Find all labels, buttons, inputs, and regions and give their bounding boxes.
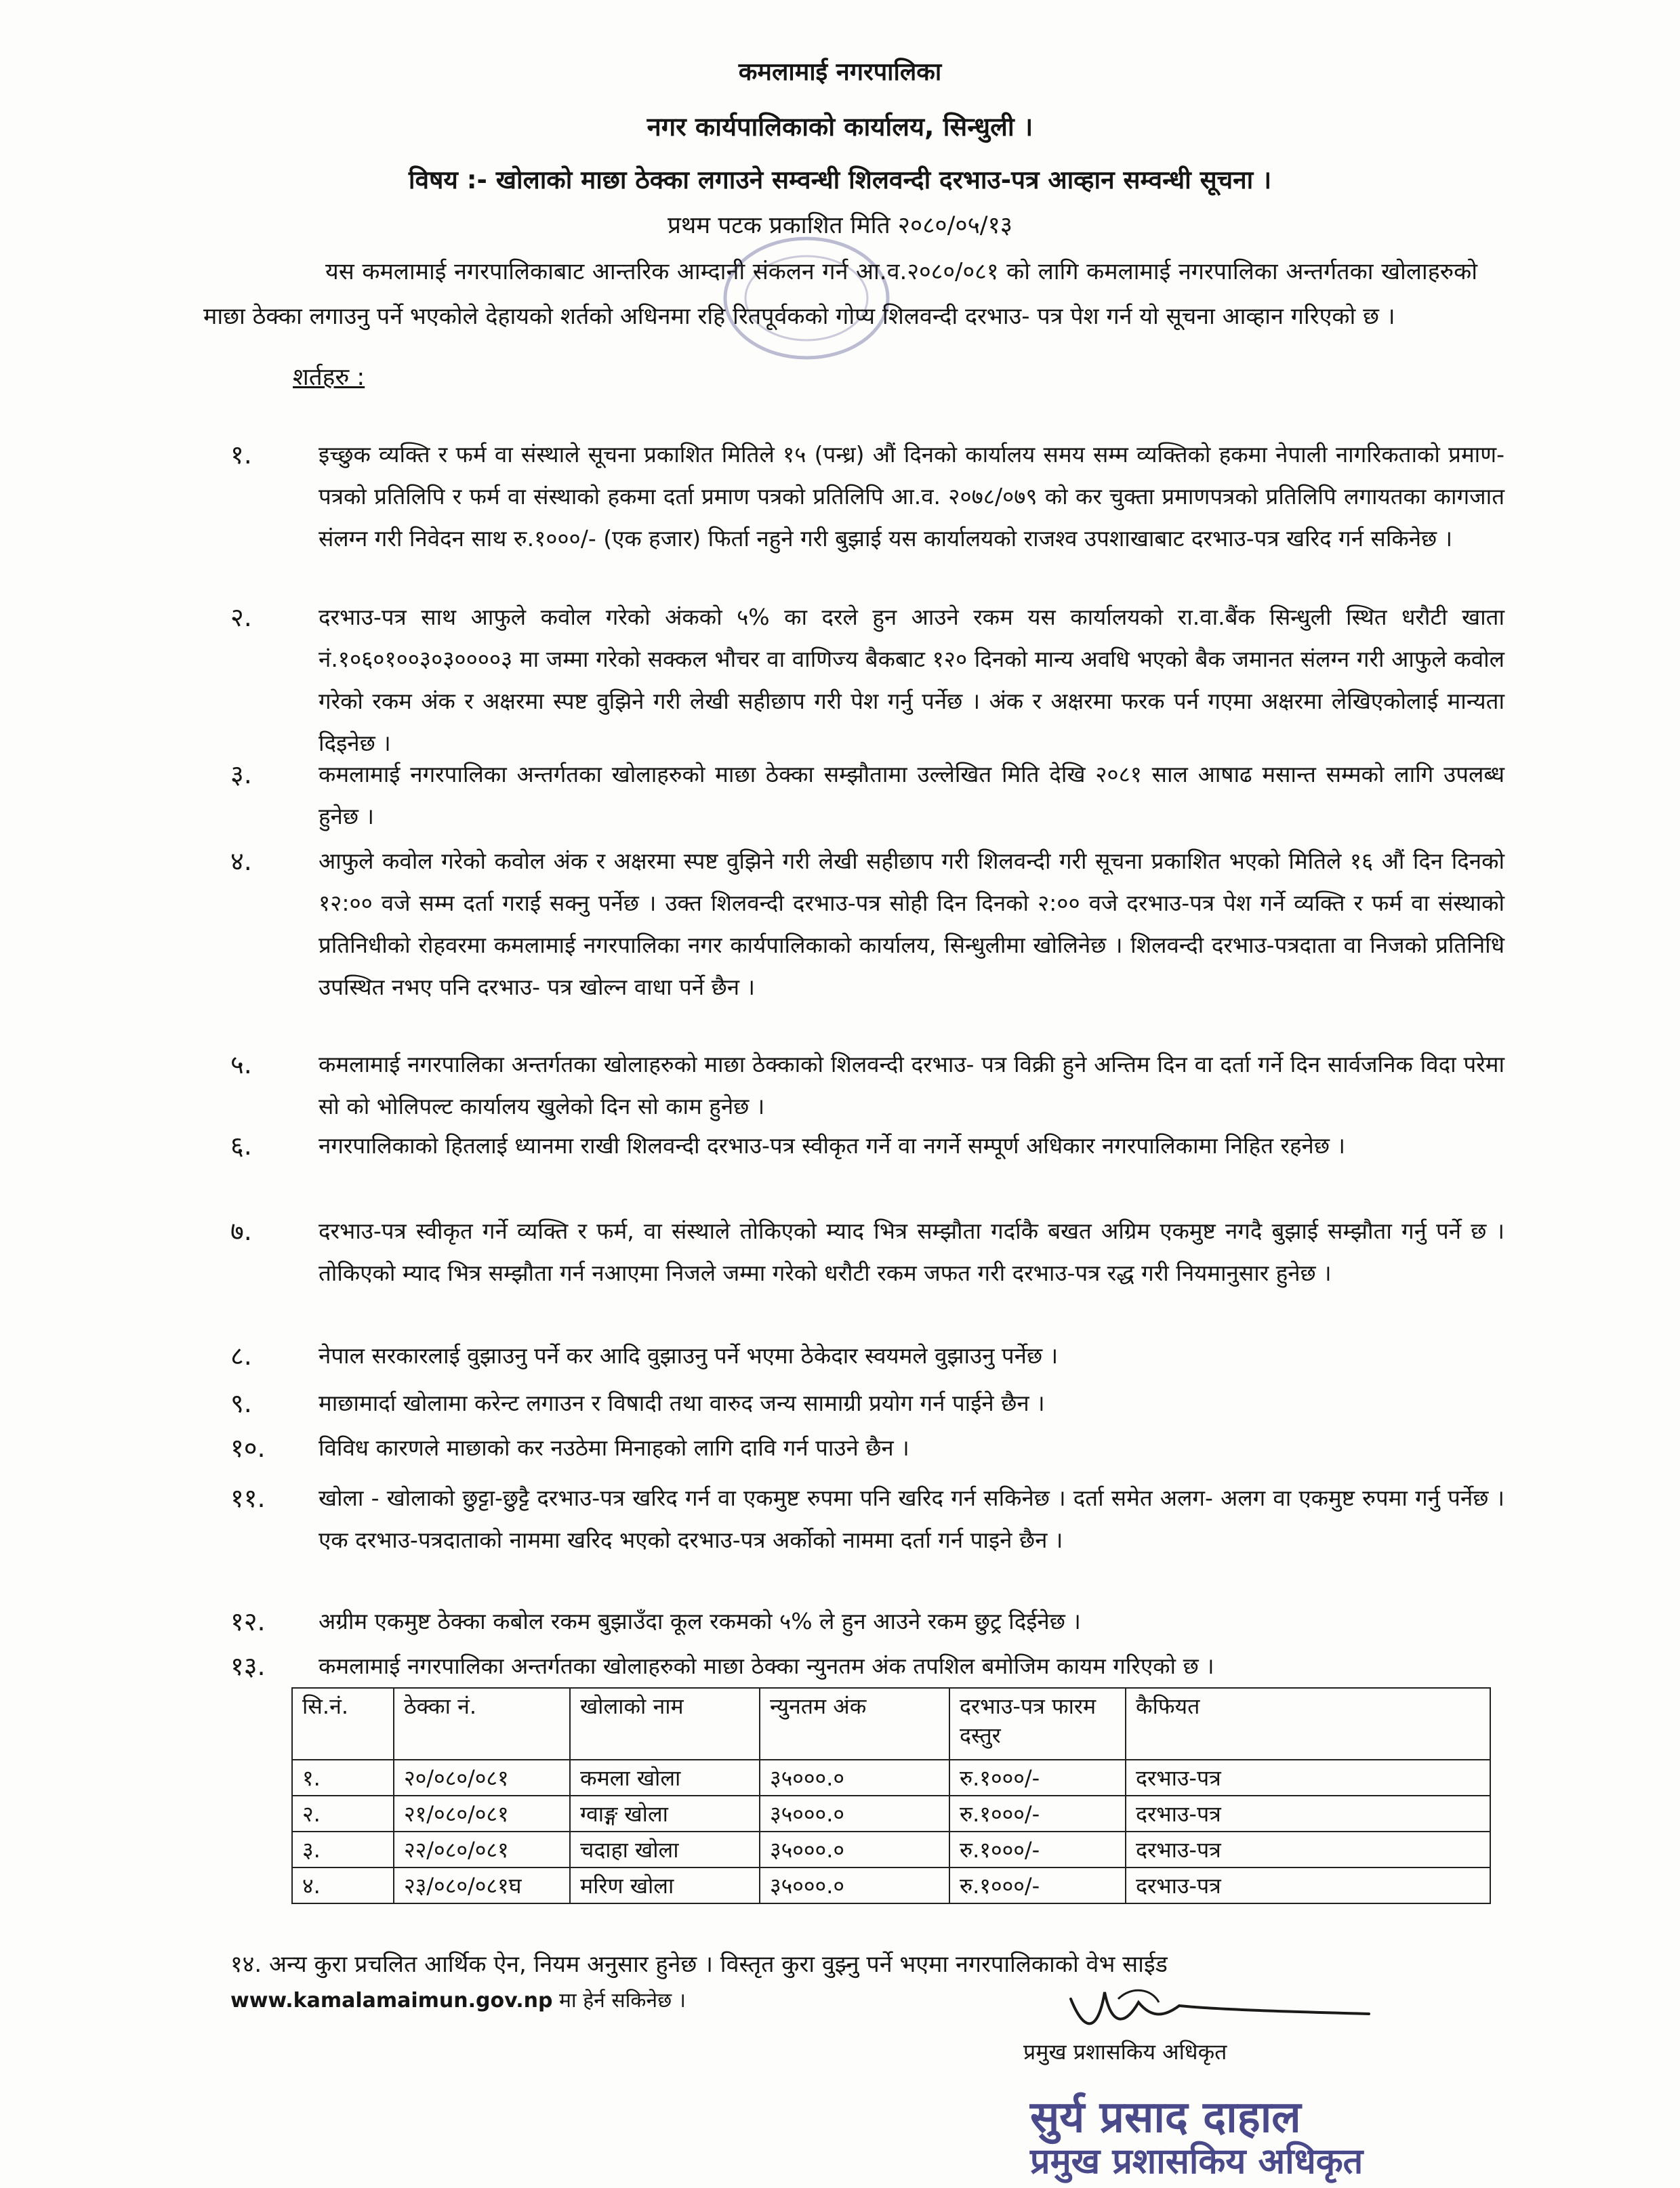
condition-number: ९. xyxy=(230,1388,252,1418)
table-header-cell: ठेक्का नं. xyxy=(394,1688,570,1760)
table-cell: दरभाउ-पत्र xyxy=(1126,1867,1490,1903)
signer-title: प्रमुख प्रशासकिय अधिकृत xyxy=(1023,2039,1227,2065)
table-row xyxy=(292,1832,1490,1867)
condition-text: कमलामाई नगरपालिका अन्तर्गतका खोलाहरुको माछा ठेक्का सम्झौतामा उल्लेखित मिति देखि २०८१ साल आषाढ मसान्त सम्मको लागि उपलब्ध हुनेछ । xyxy=(319,761,1504,829)
signature-icon xyxy=(1064,1979,1376,2040)
condition-number: १२. xyxy=(230,1607,266,1636)
condition-number: ११. xyxy=(230,1483,266,1513)
table-cell: रु.१०००/- xyxy=(949,1760,1126,1796)
table-cell: २१/०८०/०८१ xyxy=(394,1796,570,1832)
condition-text: नेपाल सरकारलाई वुझाउनु पर्ने कर आदि वुझाउनु पर्ने भएमा ठेकेदार स्वयमले वुझाउनु पर्नेछ । xyxy=(319,1342,1059,1369)
officer-stamp xyxy=(1030,2094,1363,2182)
table-cell: ३५०००.० xyxy=(760,1760,949,1796)
website-line xyxy=(230,1985,686,2013)
condition-text: नगरपालिकाको हितलाई ध्यानमा राखी शिलवन्दी दरभाउ-पत्र स्वीकृत गर्ने वा नगर्ने सम्पूर्ण अधिकार नगरपालिकामा निहित रहनेछ । xyxy=(319,1132,1345,1159)
condition-text: खोला - खोलाको छुट्टा-छुट्टै दरभाउ-पत्र खरिद गर्न वा एकमुष्ट रुपमा पनि खरिद गर्न सकिनेछ । दर्ता समेत अलग- अलग वा एकमुष्ट रुपमा गर्नु पर्नेछ । एक दरभाउ-पत्रदाताको नाममा खरिद भएको दरभाउ-पत्र अर्कोको नाममा दर्ता गर्न पाइने छैन । xyxy=(319,1485,1504,1553)
table-header-cell: खोलाको नाम xyxy=(570,1688,760,1760)
table-header-cell: सि.नं. xyxy=(292,1688,394,1760)
condition-number: २. xyxy=(230,602,252,632)
condition-number: १. xyxy=(230,440,252,470)
conditions-heading: शर्तहरु : xyxy=(293,364,365,391)
table-cell: २०/०८०/०८१ xyxy=(394,1760,570,1796)
condition-number: ४. xyxy=(230,846,252,876)
condition-number: १३. xyxy=(230,1651,266,1681)
condition-text: माछामार्दा खोलामा करेन्ट लगाउन र विषादी तथा वारुद जन्य सामाग्री प्रयोग गर्न पाईने छैन । xyxy=(319,1390,1045,1416)
table-cell: ४. xyxy=(292,1867,394,1903)
stamp-name: सुर्य प्रसाद दाहाल xyxy=(1030,2092,1301,2143)
table-header-cell: दरभाउ-पत्र फारम दस्तुर xyxy=(949,1688,1126,1760)
table-row xyxy=(292,1867,1490,1903)
table-cell: मरिण खोला xyxy=(570,1867,760,1903)
table-cell: २२/०८०/०८१ xyxy=(394,1832,570,1867)
table-cell: ३५०००.० xyxy=(760,1832,949,1867)
condition-text: इच्छुक व्यक्ति र फर्म वा संस्थाले सूचना प्रकाशित मितिले १५ (पन्ध्र) औं दिनको कार्यालय समय सम्म व्यक्तिको हकमा नेपाली नागरिकताको प्रमाण-पत्रको प्रतिलिपि र फर्म वा संस्थाको हकमा दर्ता प्रमाण पत्रको प्रतिलिपि आ.व. २०७८/०७९ को कर चुक्ता प्रमाणपत्रको प्रतिलिपि लगायतका कागजात संलग्न गरी निवेदन साथ रु.१०००/- (एक हजार) फिर्ता नहुने गरी बुझाई यस कार्यालयको राजश्व उपशाखाबाट दरभाउ-पत्र खरिद गर्न सकिनेछ । xyxy=(319,441,1504,552)
intro-paragraph: यस कमलामाई नगरपालिकाबाट आन्तरिक आम्दानी संकलन गर्न आ.व.२०८०/०८१ को लागि कमलामाई नगरपालिका अन्तर्गतका खोलाहरुको माछा ठेक्का लगाउनु पर्ने भएकोले देहायको शर्तको अधिनमा रहि रितपूर्वकको गोप्य शिलवन्दी दरभाउ- पत्र पेश गर्न यो सूचना आव्हान गरिएको छ । xyxy=(203,258,1477,330)
condition-text: कमलामाई नगरपालिका अन्तर्गतका खोलाहरुको माछा ठेक्काको शिलवन्दी दरभाउ- पत्र विक्री हुने अन्तिम दिन वा दर्ता गर्ने दिन सार्वजनिक विदा परेमा सो को भोलिपल्ट कार्यालय खुलेको दिन सो काम हुनेछ । xyxy=(319,1051,1504,1119)
table-cell: १. xyxy=(292,1760,394,1796)
table-cell: दरभाउ-पत्र xyxy=(1126,1796,1490,1832)
condition-number: ७. xyxy=(230,1216,252,1246)
table-cell: ३५०००.० xyxy=(760,1867,949,1903)
condition-number: ३. xyxy=(230,760,252,789)
table-cell: २३/०८०/०८१घ xyxy=(394,1867,570,1903)
office-name: नगर कार्यपालिकाको कार्यालय, सिन्धुली । xyxy=(647,112,1033,142)
table-cell: २. xyxy=(292,1796,394,1832)
condition-text: दरभाउ-पत्र स्वीकृत गर्ने व्यक्ति र फर्म, वा संस्थाले तोकिएको म्याद भित्र सम्झौता गर्दाकै बखत अग्रिम एकमुष्ट नगदै बुझाई सम्झौता गर्नु पर्ने छ । तोकिएको म्याद भित्र सम्झौता गर्न नआएमा निजले जम्मा गरेको धरौटी रकम जफत गरी दरभाउ-पत्र रद्ध गरी नियमानुसार हुनेछ । xyxy=(319,1218,1504,1286)
table-cell: कमला खोला xyxy=(570,1760,760,1796)
table-cell: ३. xyxy=(292,1832,394,1867)
table-cell: रु.१०००/- xyxy=(949,1867,1126,1903)
condition-number: ६. xyxy=(230,1131,252,1161)
condition-text: कमलामाई नगरपालिका अन्तर्गतका खोलाहरुको माछा ठेक्का न्युनतम अंक तपशिल बमोजिम कायम गरिएको छ । xyxy=(319,1653,1214,1679)
table-cell: रु.१०००/- xyxy=(949,1832,1126,1867)
table-row xyxy=(292,1796,1490,1832)
website-suffix: मा हेर्न सकिनेछ । xyxy=(558,1989,687,2012)
condition-number: १०. xyxy=(230,1433,266,1463)
condition-text: अग्रीम एकमुष्ट ठेक्का कबोल रकम बुझाउँदा कूल रकमको ५% ले हुन आउने रकम छुट्र दिईनेछ । xyxy=(319,1608,1081,1634)
municipality-name: कमलामाई नगरपालिका xyxy=(738,58,942,86)
river-contract-table xyxy=(291,1687,1491,1904)
table-cell: दरभाउ-पत्र xyxy=(1126,1760,1490,1796)
condition-number: ८. xyxy=(230,1341,252,1371)
condition-text: दरभाउ-पत्र साथ आफुले कवोल गरेको अंकको ५% का दरले हुन आउने रकम यस कार्यालयको रा.वा.बैंक सिन्धुली स्थित धरौटी खाता नं.१०६०१००३०३००००३ मा जम्मा गरेको सक्कल भौचर वा वाणिज्य बैकबाट १२० दिनको मान्य अवधि भएको बैक जमानत संलग्न गरी आफुले कवोल गरेको रकम अंक र अक्षरमा स्पष्ट वुझिने गरी लेखी सहीछाप गरी पेश गर्नु पर्नेछ । अंक र अक्षरमा फरक पर्न गएमा अक्षरमा लेखिएकोलाई मान्यता दिइनेछ । xyxy=(319,604,1504,756)
condition-number: १४. xyxy=(230,1951,262,1978)
table-cell: ग्वाङ्ग खोला xyxy=(570,1796,760,1832)
condition-text: विविध कारणले माछाको कर नउठेमा मिनाहको लागि दावि गर्न पाउने छैन । xyxy=(319,1434,909,1461)
table-cell: चदाहा खोला xyxy=(570,1832,760,1867)
condition-text: अन्य कुरा प्रचलित आर्थिक ऐन, नियम अनुसार हुनेछ । विस्तृत कुरा वुझ्नु पर्ने भएमा नगरपालिकाको वेभ साईड xyxy=(268,1951,1168,1978)
table-header-cell: कैफियत xyxy=(1126,1688,1490,1760)
condition-number: ५. xyxy=(230,1050,252,1079)
table-header-cell: न्युनतम अंक xyxy=(760,1688,949,1760)
table-header-row xyxy=(292,1688,1490,1760)
notice-subject: विषय :- खोलाको माछा ठेक्का लगाउने सम्वन्धी शिलवन्दी दरभाउ-पत्र आव्हान सम्वन्धी सूचना । xyxy=(408,165,1272,194)
table-row xyxy=(292,1760,1490,1796)
website-link[interactable]: www.kamalamaimun.gov.np xyxy=(230,1989,553,2012)
published-date: प्रथम पटक प्रकाशित मिति २०८०/०५/१३ xyxy=(668,212,1012,239)
table-cell: दरभाउ-पत्र xyxy=(1126,1832,1490,1867)
stamp-title: प्रमुख प्रशासकिय अधिकृत xyxy=(1030,2141,1364,2182)
table-cell: ३५०००.० xyxy=(760,1796,949,1832)
condition-text: आफुले कवोल गरेको कवोल अंक र अक्षरमा स्पष्ट वुझिने गरी लेखी सहीछाप गरी शिलवन्दी गरी सूचना प्रकाशित भएको मितिले १६ औं दिन दिनको १२:०० वजे सम्म दर्ता गराई सक्नु पर्नेछ । उक्त शिलवन्दी दरभाउ-पत्र सोही दिन दिनको २:०० वजे दरभाउ-पत्र पेश गर्ने व्यक्ति र फर्म वा संस्थाको प्रतिनिधीको रोहवरमा कमलामाई नगरपालिका नगर कार्यपालिकाको कार्यालय, सिन्धुलीमा खोलिनेछ । शिलवन्दी दरभाउ-पत्रदाता वा निजको प्रतिनिधि उपस्थित नभए पनि दरभाउ- पत्र खोल्न वाधा पर्ने छैन । xyxy=(319,848,1504,1000)
table-cell: रु.१०००/- xyxy=(949,1796,1126,1832)
